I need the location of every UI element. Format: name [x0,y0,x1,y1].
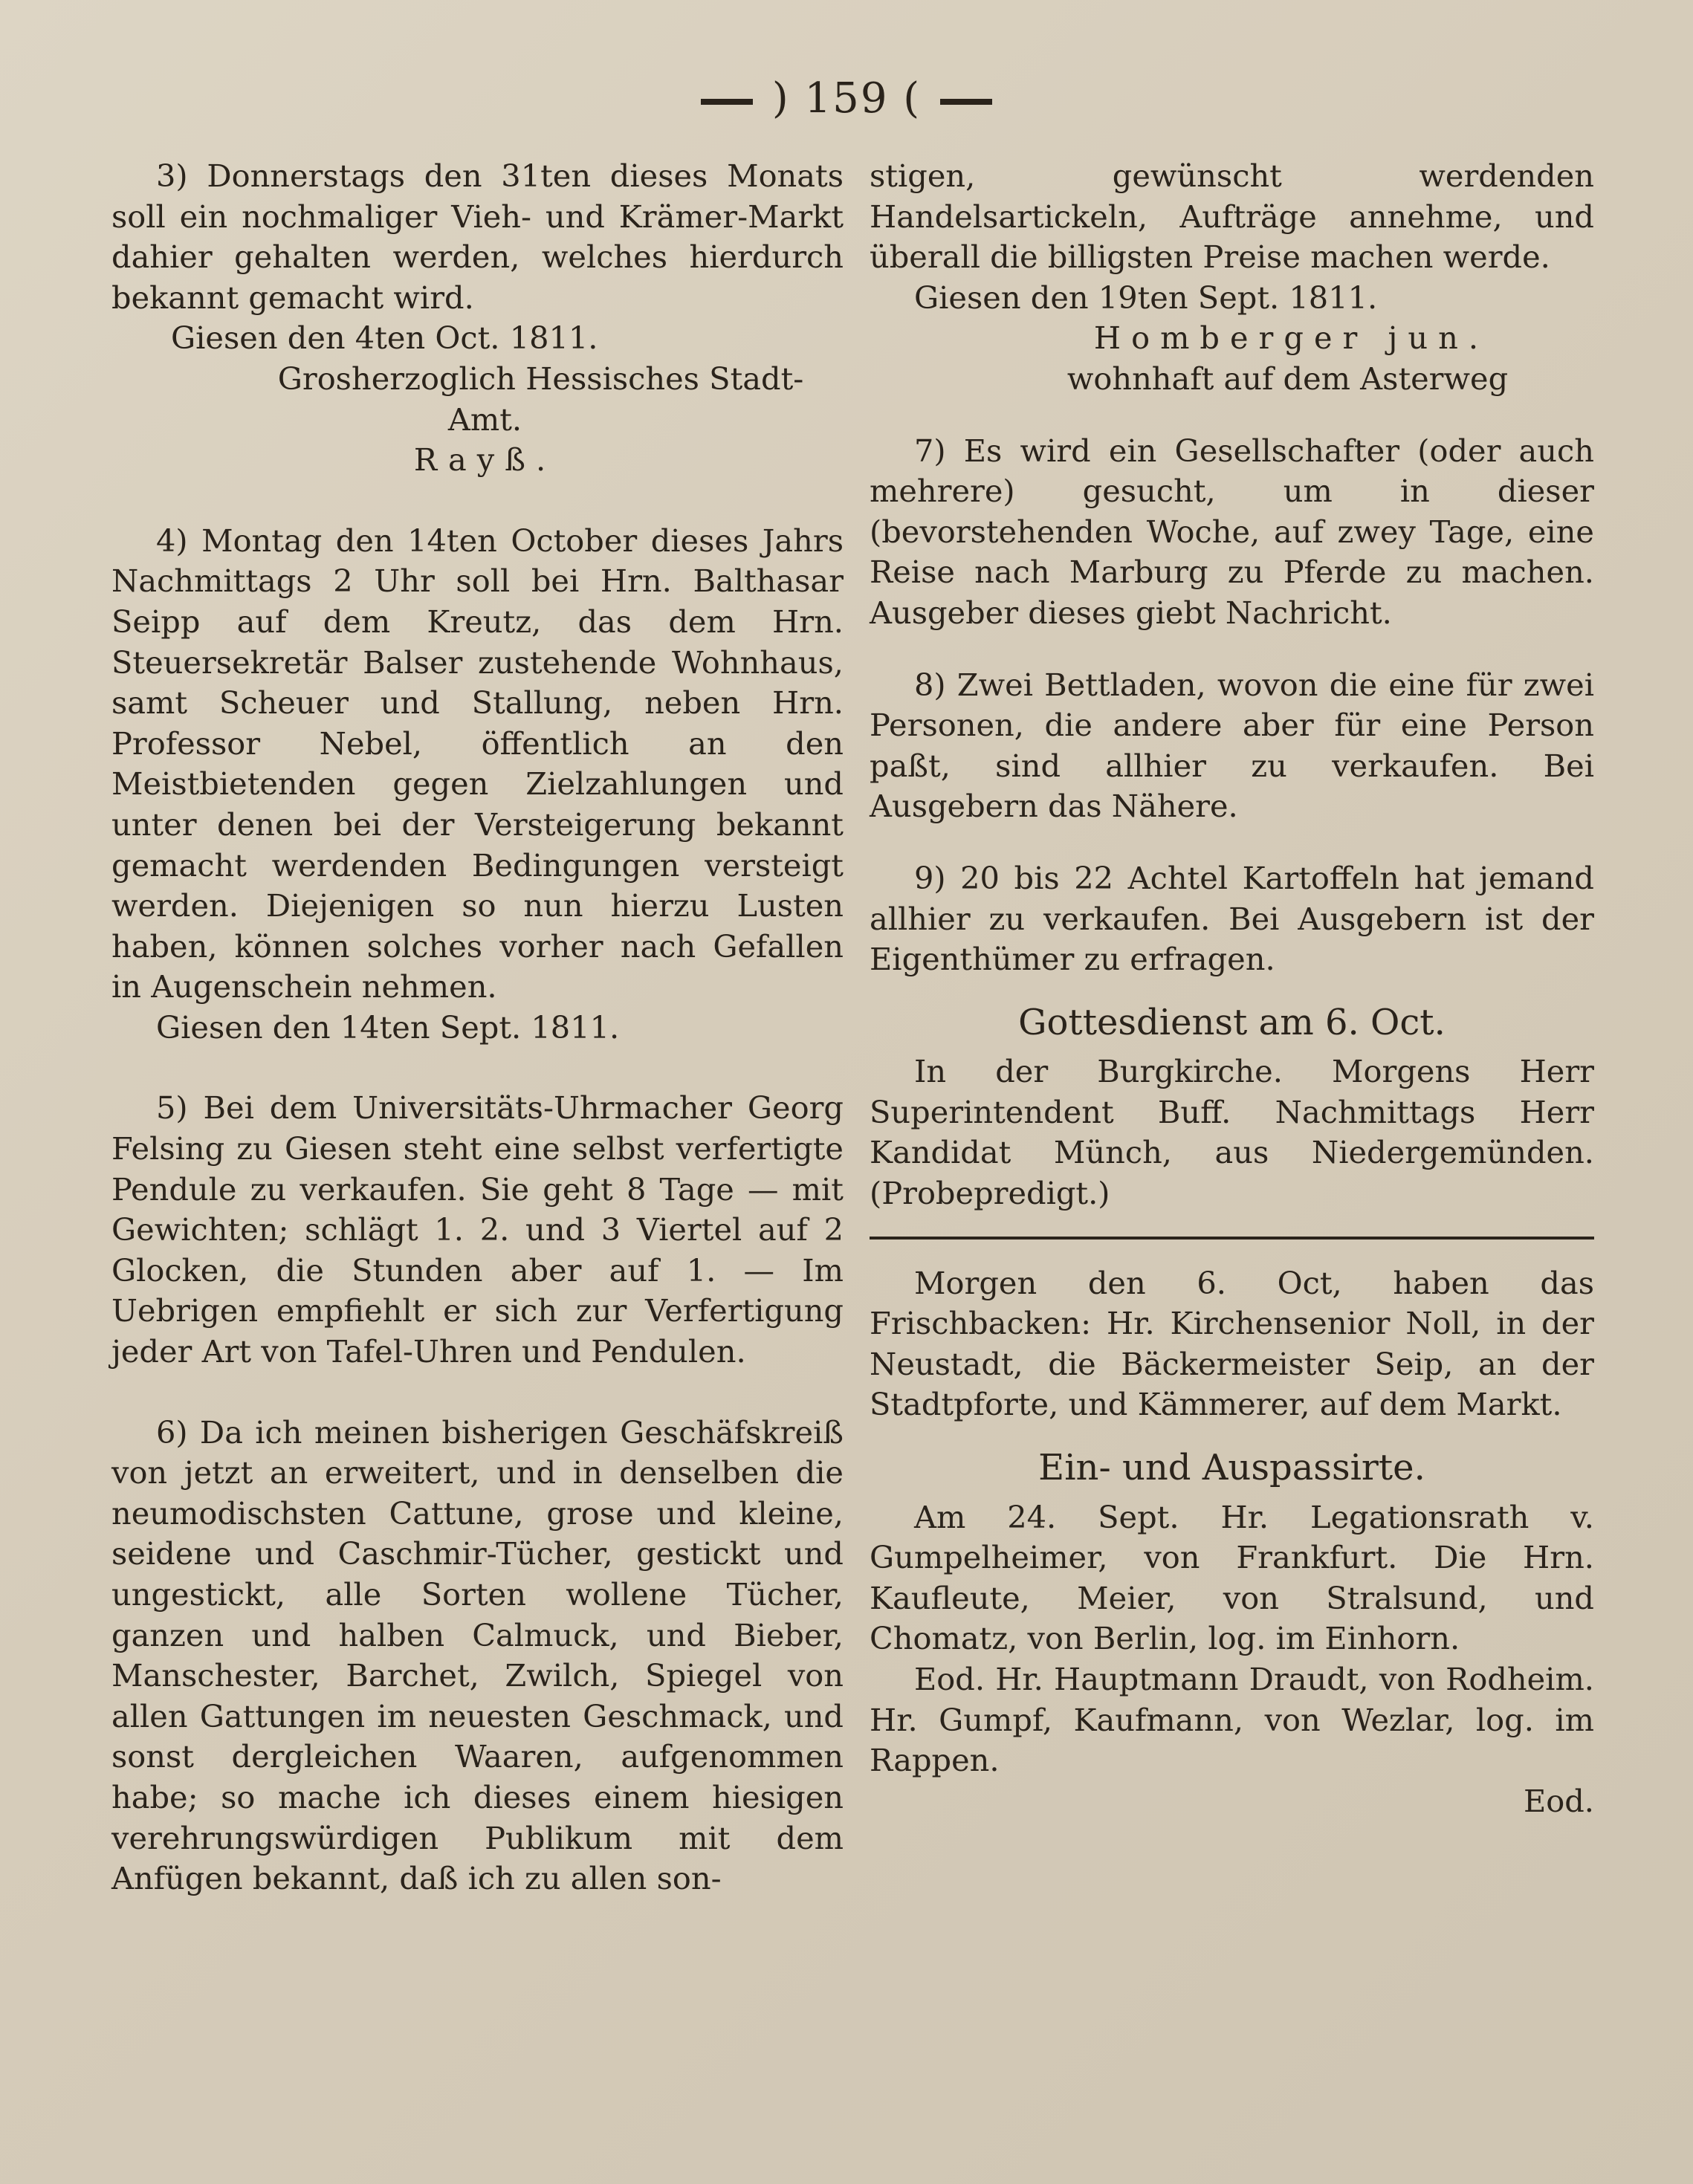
travellers-entry-2: Eod. Hr. Hauptmann Draudt, von Rodheim. Hr. Gumpf, Kaufmann, von Wezlar, log. im Rappen. [870,1661,1594,1779]
right-column [870,156,1594,1821]
section-divider [870,1237,1594,1240]
notice-3-date: Giesen den 4ten Oct. 1811. [171,320,598,357]
travellers-heading: Ein- und Auspassirte. [1038,1447,1425,1489]
notice-5: 5) Bei dem Universitäts-Uhrmacher Georg Felsing zu Giesen steht eine selbst verfertigte Pendule zu verkaufen. Sie geht 8 Tage — mit Gewichten; schlägt 1. 2. und 3 Viertel auf 2 Glocken, die Stunden aber auf 1. — Im Uebrigen empfiehlt er sich zur Verfertigung jeder Art von Tafel-Uhren und Pendulen. [111,1089,844,1370]
bakers-notice: Morgen den 6. Oct, haben das Frischbacken: Hr. Kirchensenior Noll, in der Neustadt, die Bäckermeister Seip, an der Stadtpforte, und Kämmerer, auf dem Markt. [870,1264,1594,1423]
notice-9: 9) 20 bis 22 Achtel Kartoffeln hat jemand allhier zu verkaufen. Bei Ausgebern ist der Eigenthümer zu erfragen. [870,859,1594,978]
notice-3-authority: Grosherzoglich Hessisches Stadt- [277,360,804,397]
church-service-text: In der Burgkirche. Morgens Herr Superintendent Buff. Nachmittags Herr Kandidat Münch, aus Niedergemünden. (Probepredigt.) [870,1053,1594,1212]
header-rule-left [701,99,753,105]
notice-6-address: wohnhaft auf dem Asterweg [1066,360,1509,397]
notice-3-authority-cont: Amt. [447,401,522,438]
notice-6-signature: Homberger jun. [1093,320,1489,357]
notice-7: 7) Es wird ein Gesellschafter (oder auch mehrere) gesucht, um in dieser (bevorstehenden Woche, auf zwey Tage, eine Reise nach Marburg zu Pferde zu machen. Ausgeber dieses giebt Nachricht. [870,432,1594,631]
page-number: ) 159 ( [771,74,922,123]
notice-6: 6) Da ich meinen bisherigen Geschäfskreiß von jetzt an erweitert, und in denselben die neumodischsten Cattune, grose und kleine, seidene und Caschmir-Tücher, gestickt und ungestickt, alle Sorten wollene Tücher, ganzen und halben Calmuck, und Bieber, Manschester, Barchet, Zwilch, Spiegel von allen Gattungen im neuesten Geschmack, und sonst dergleichen Waaren, aufgenommen habe; so mache ich dieses einem hiesigen verehrungswürdigen Publikum mit dem Anfügen bekannt, daß ich zu allen son- [111,1413,844,1897]
page-header [0,74,1693,123]
left-column [111,156,844,1899]
church-service-heading: Gottesdienst am 6. Oct. [1018,1001,1446,1043]
notice-4: 4) Montag den 14ten October dieses Jahrs Nachmittags 2 Uhr soll bei Hrn. Balthasar Seipp auf dem Kreutz, das dem Hrn. Steuersekretär Balser zustehende Wohnhaus, samt Scheuer und Stallung, neben Hrn. Professor Nebel, öffentlich an den Meistbietenden gegen Zielzahlungen und unter denen bei der Versteigerung bekannt gemacht werdenden Bedingungen versteigt werden. Diejenigen so nun hierzu Lusten haben, können solches vorher nach Gefallen in Augenschein nehmen. [111,522,844,1005]
notice-6-date: Giesen den 19ten Sept. 1811. [914,279,1378,316]
notice-3-signature: Rayß. [413,441,557,479]
header-rule-right [940,99,992,105]
notice-8: 8) Zwei Bettladen, wovon die eine für zwei Personen, die andere aber für eine Person paßt, sind allhier zu verkaufen. Bei Ausgebern das Nähere. [870,666,1594,825]
travellers-entry-1: Am 24. Sept. Hr. Legationsrath v. Gumpelheimer, von Frankfurt. Die Hrn. Kaufleute, Meier, von Stralsund, und Chomatz, von Berlin, log. im Einhorn. [870,1498,1594,1657]
notice-3: 3) Donnerstags den 31ten dieses Monats soll ein nochmaliger Vieh- und Krämer-Markt dahier gehalten werden, welches hierdurch bekannt gemacht wird. [111,158,844,316]
catchword: Eod. [1523,1782,1594,1819]
notice-4-date: Giesen den 14ten Sept. 1811. [156,1008,620,1046]
notice-6-continued: stigen, gewünscht werdenden Handelsartickeln, Aufträge annehme, und überall die billigsten Preise machen werde. [870,158,1594,276]
